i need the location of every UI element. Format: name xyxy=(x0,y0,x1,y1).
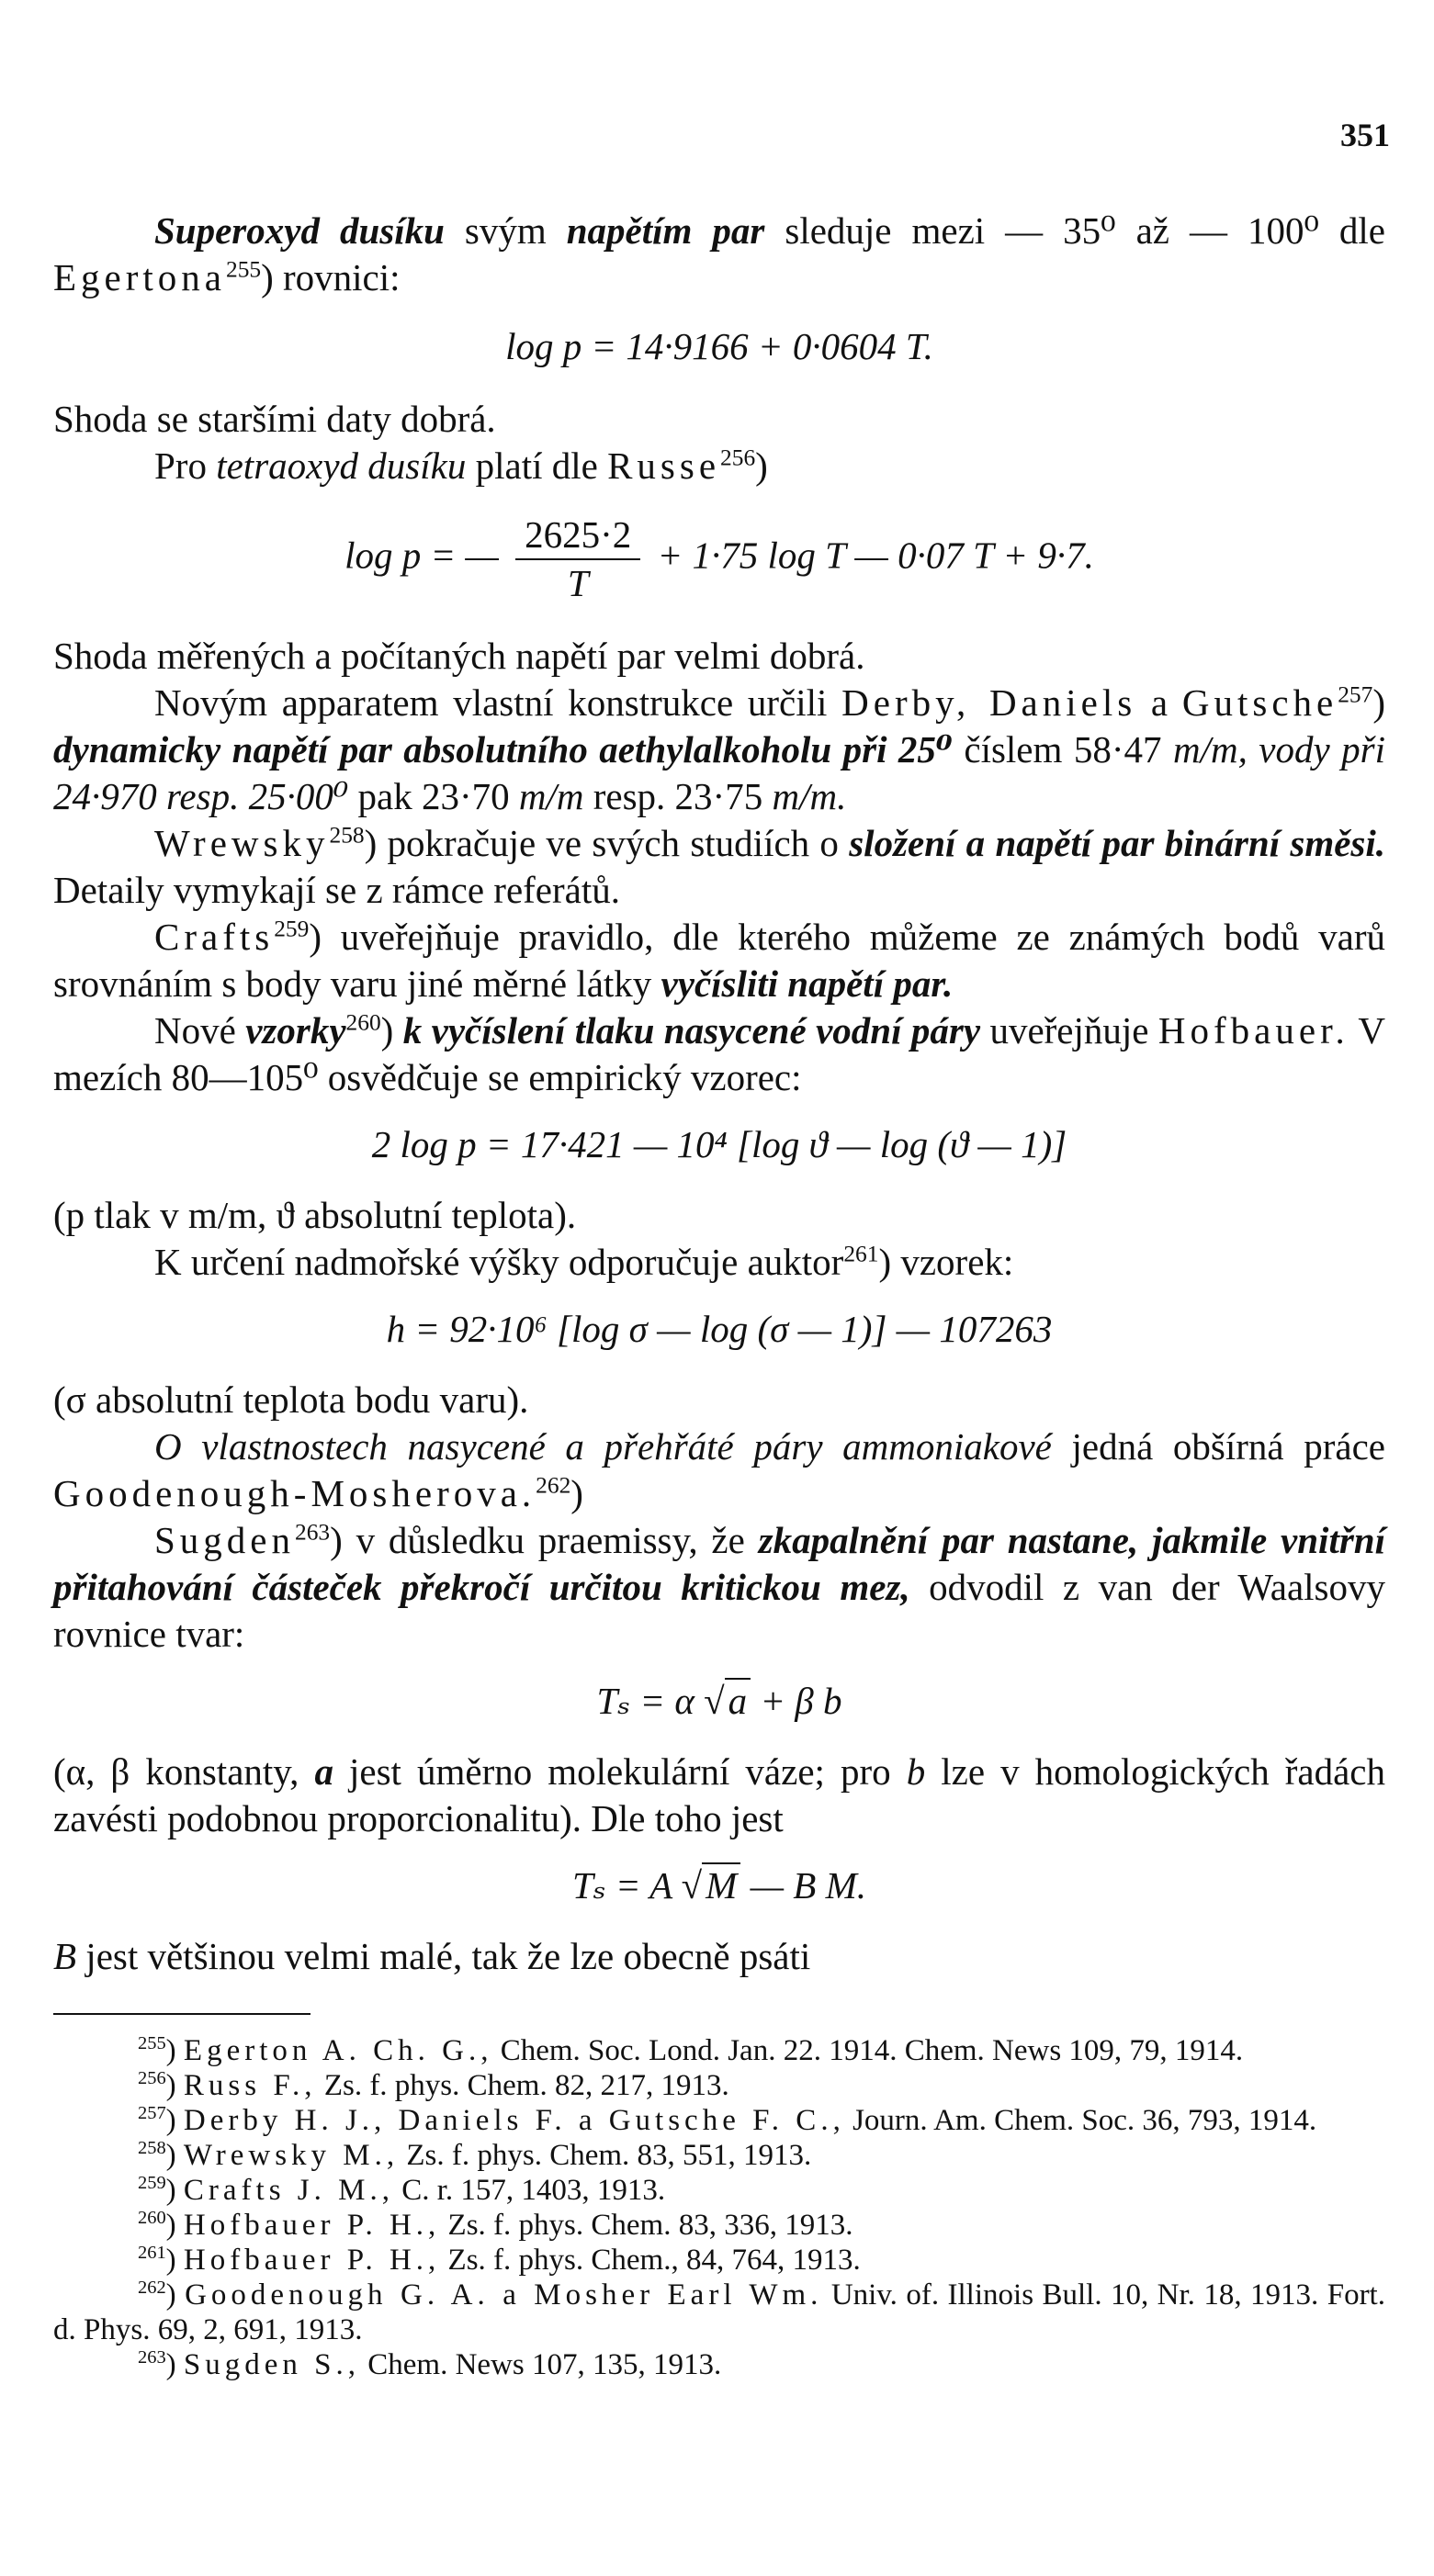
footnote: $^{258}$) Wrewsky M., Zs. f. phys. Chem. 83, 551, 1913. xyxy=(138,2138,812,2172)
paragraph-sugden: Sugden$^{263}$) v důsledku praemissy, že zkapalnění par nastane, jakmile vnitřní přitahování částeček překročí určitou kritickou mez, odvodil z van der Waalsovy rovnice tvar: xyxy=(53,1519,1385,1655)
footnote: $^{260}$) Hofbauer P. H., Zs. f. phys. Chem. 83, 336, 1913. xyxy=(138,2208,853,2242)
page-number: 351 xyxy=(1340,117,1390,153)
equation-sugden-1: Tₛ = α √a + β b xyxy=(596,1680,842,1722)
paragraph-tetraoxyd: Pro tetraoxyd dusíku platí dle Russe$^{256}$) xyxy=(154,444,768,487)
paragraph-hofbauer: Nové vzorky$^{260}$) k vyčíslení tlaku nasycené vodní páry uveřejňuje Hofbauer. V mezích 80—105⁰ osvědčuje se empirický vzorec: xyxy=(53,1009,1386,1098)
footnotes xyxy=(53,2033,1385,2382)
equation-hofbauer: 2 log p = 17·421 — 10⁴ [log ϑ — log (ϑ — 1)] xyxy=(371,1123,1067,1165)
footnote: $^{259}$) Crafts J. M., C. r. 157, 1403, 1913. xyxy=(138,2173,666,2207)
footnote: $^{255}$) Egerton A. Ch. G., Chem. Soc. Lond. Jan. 22. 1914. Chem. News 109, 79, 1914. xyxy=(138,2033,1244,2067)
equation-sugden-2: Tₛ = A √M — B M. xyxy=(572,1864,866,1907)
equation-height: h = 92·10⁶ [log σ — log (σ — 1)] — 107263 xyxy=(386,1308,1053,1350)
paragraph-superoxyd: Superoxyd dusíku svým napětím par sleduje mezi — 35⁰ až — 100⁰ dle Egertona$^{255}$) rovnici: xyxy=(53,209,1385,298)
body-text xyxy=(53,208,1385,2382)
paragraph-konstanty: (α, β konstanty, a jest úměrno molekulární váze; pro b lze v homologických řadách zavésti podobnou proporcionalitu). Dle toho jest xyxy=(53,1750,1385,1839)
paragraph-b-male: B jest většinou velmi malé, tak že lze obecně psáti xyxy=(53,1935,811,1977)
paragraph-shoda-1: Shoda se staršími daty dobrá. xyxy=(53,398,496,440)
footnote: $^{262}$) Goodenough G. A. a Mosher Earl Wm. Univ. of. Illinois Bull. 10, Nr. 18, 1913. Fort. d. Phys. 69, 2, 691, 1913. xyxy=(53,2278,1385,2346)
footnote: $^{261}$) Hofbauer P. H., Zs. f. phys. Chem., 84, 764, 1913. xyxy=(138,2243,861,2277)
paragraph-p-tlak: (p tlak v m/m, ϑ absolutní teplota). xyxy=(53,1194,577,1236)
paragraph-crafts: Crafts$^{259}$) uveřejňuje pravidlo, dle kterého můžeme ze známých bodů varů srovnáním s body varu jiné měrné látky vyčísliti napětí par. xyxy=(53,916,1385,1005)
paragraph-sigma: (σ absolutní teplota bodu varu). xyxy=(53,1378,529,1421)
sqrt-symbol: √ xyxy=(681,1864,703,1907)
footnote: $^{263}$) Sugden S., Chem. News 107, 135, 1913. xyxy=(138,2347,722,2381)
paragraph-wrewsky: Wrewsky$^{258}$) pokračuje ve svých studiích o složení a napětí par binární směsi. Detaily vymykají se z rámce referátů. xyxy=(53,822,1386,911)
equation-russ: log p = — $\frac{2625\cdot 2}{T}$ + 1·75 log T — 0·07 T + 9·7. xyxy=(53,512,1385,607)
paragraph-derby: Novým apparatem vlastní konstrukce určili Derby, Daniels a Gutsche$^{257}$) dynamicky napětí par absolutního aethylalkoholu při 25⁰ číslem 58·47 m/m, vody při 24·970 resp. 25·00⁰ pak 23·70 m/m resp. 23·75 m/m. xyxy=(53,681,1386,817)
sqrt-symbol: √ xyxy=(704,1680,725,1722)
paragraph-ammoniak: O vlastnostech nasycené a přehřáté páry ammoniakové jedná obšírná práce Goodenough-Mosherova.$^{262}$) xyxy=(53,1425,1385,1514)
paragraph-shoda-2: Shoda měřených a počítaných napětí par velmi dobrá. xyxy=(53,635,865,677)
footnote-rule xyxy=(53,2013,311,2015)
footnote: $^{256}$) Russ F., Zs. f. phys. Chem. 82, 217, 1913. xyxy=(138,2068,729,2102)
footnote: $^{257}$) Derby H. J., Daniels F. a Gutsche F. C., Journ. Am. Chem. Soc. 36, 793, 1914. xyxy=(138,2103,1317,2137)
fraction: $\frac{2625\cdot 2}{T}$ xyxy=(515,512,640,607)
paragraph-nadmorska-vyska: K určení nadmořské výšky odporučuje auktor$^{261}$) vzorek: xyxy=(154,1241,1014,1283)
equation-egerton: log p = 14·9166 + 0·0604 T. xyxy=(505,325,933,367)
